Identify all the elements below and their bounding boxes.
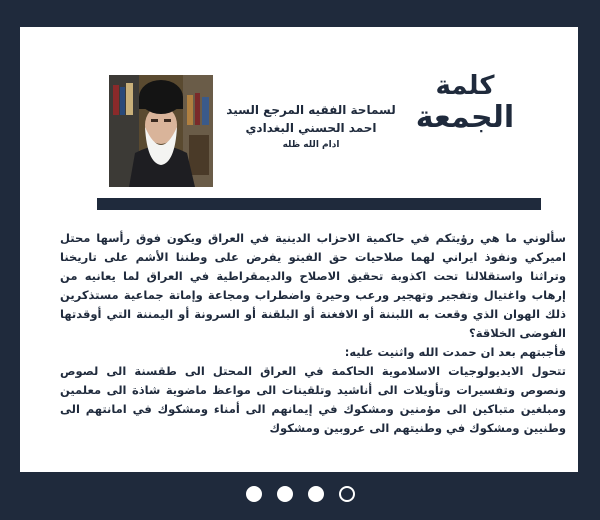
article-paragraph: سألوني ما هي رؤيتكم في حاكمية الاحزاب الدينية في العراق ويكون فوق رأسها محتل اميركي ونفوذ ايراني لهما صلاحيات حق الفيتو يفرض على وطننا الأشم على تاريخنا وتراثنا واستقلالنا تحت اكذوبة تحقيق الاصلاح والديمقراطية في العراق لما يعانيه من إرهاب واغتيال وتفجير وتهجير ورعب وحيرة واضطراب ومجاعة وإماتة جماعية مستذكرين ذلك الهوان الذي وقعت به اللبننة أو الافغنة أو البلقنة أو السرونة أو اليمننة التي أوقدتها الفوضى الخلاقة؟ <box>60 231 566 340</box>
author-portrait <box>109 75 213 187</box>
slide-pagination <box>0 486 600 506</box>
pagination-dot-2[interactable] <box>277 486 293 502</box>
author-honorific: لسماحة الفقيه المرجع السيد <box>226 103 396 117</box>
slide-card <box>20 27 578 472</box>
author-credit <box>220 101 402 153</box>
header-divider <box>97 198 541 210</box>
author-blessing: ادام الله ظله <box>282 140 340 150</box>
author-name: احمد الحسني البغدادي <box>245 121 377 135</box>
article-paragraph: فأجبتهم بعد ان حمدت الله واثنيت عليه: <box>344 345 566 359</box>
title-line-2: الجمعة <box>415 100 515 135</box>
pagination-dot-4-active[interactable] <box>339 486 355 502</box>
pagination-dot-1[interactable] <box>246 486 262 502</box>
title-line-1: كلمة <box>435 71 495 101</box>
page-title <box>380 71 550 135</box>
article-body <box>60 229 566 438</box>
pagination-dot-3[interactable] <box>308 486 324 502</box>
article-paragraph: تتحول الايديولوجيات الاسلاموية الحاكمة في العراق المحتل الى طقسنة الى لصوص ونصوص وتفسيرات وتأويلات الى أناشيد وتلقينات الى مواعظ ماضوية شاذة الى معلمين ومبلغين متباكين الى مؤمنين ومشكوك في إيمانهم الى أمناء ومشكوك في امانتهم الى وطنيين ومشكوك في وطنيتهم الى عروبين ومشكوك <box>60 364 566 435</box>
